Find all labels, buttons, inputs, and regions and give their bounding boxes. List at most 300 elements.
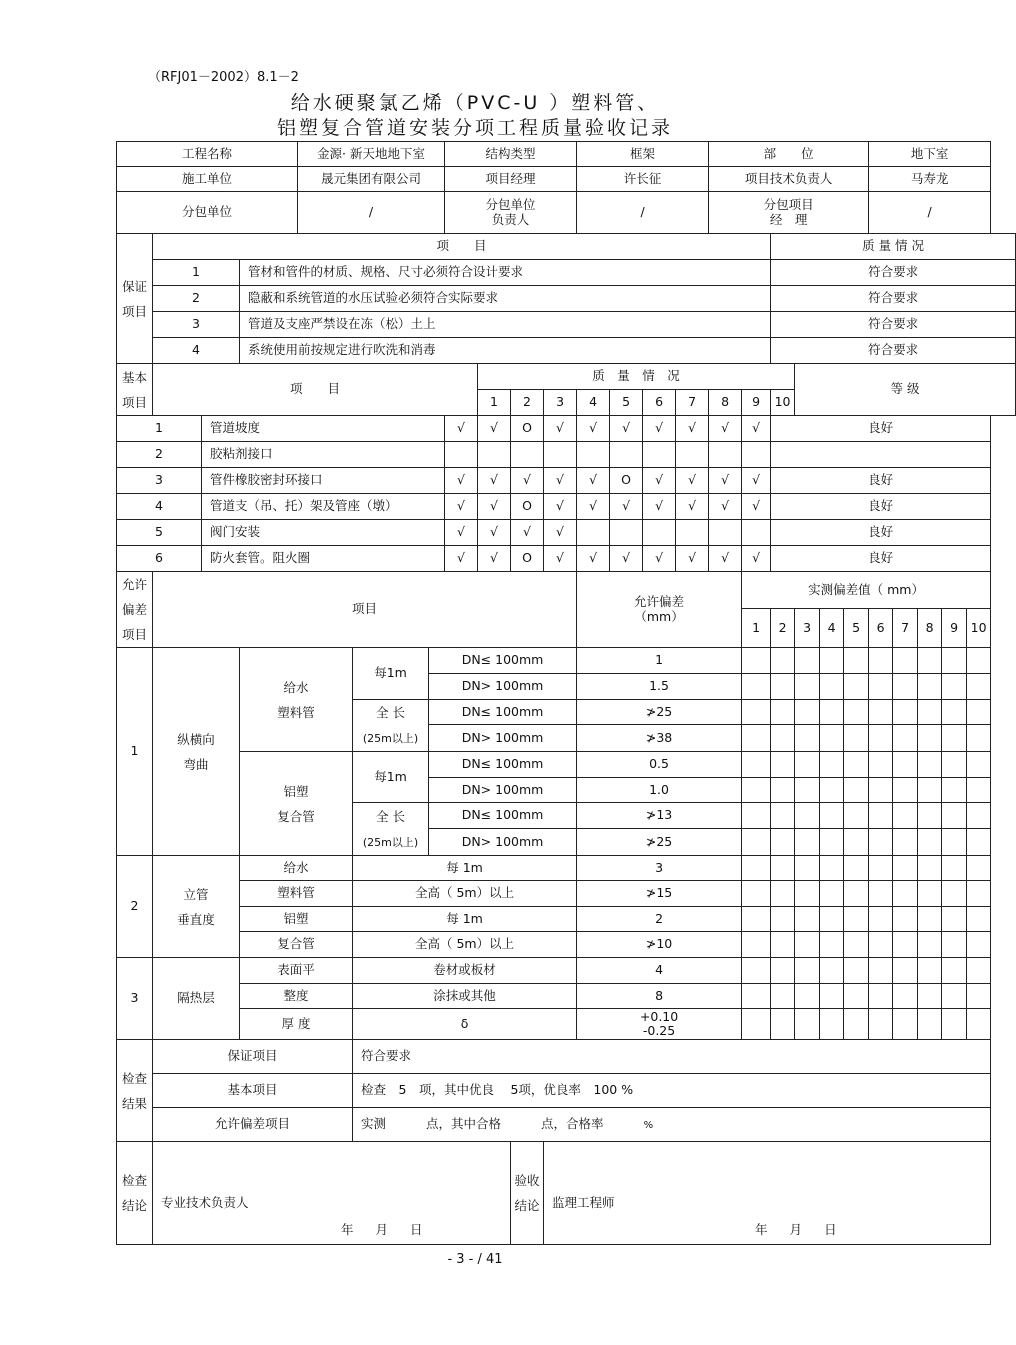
group-1-name: 纵横向弯曲 [153, 648, 240, 856]
measured-cell [795, 752, 820, 778]
measured-cell [820, 932, 844, 958]
result-basic-value: 检查 5 项，其中优良 5项，优良率 100 % [353, 1074, 991, 1108]
measured-cell [918, 829, 942, 856]
basic-mark: √ [577, 468, 610, 494]
group-3-spec: 卷材或板材 [353, 958, 577, 984]
result-basic-label: 基本项目 [153, 1074, 353, 1108]
basic-col-quality: 质 量 情 况 [478, 364, 795, 390]
measured-cell [771, 856, 795, 881]
measured-cell [820, 984, 844, 1009]
basic-row-item: 管道坡度 [202, 416, 445, 442]
dn-spec: DN> 100mm [429, 778, 577, 803]
measured-cell [795, 881, 820, 907]
measured-cell [967, 700, 991, 725]
group-2-spec: 全高（ 5m）以上 [353, 881, 577, 907]
measured-cell [893, 752, 918, 778]
measured-cell [967, 1009, 991, 1040]
measured-cell [918, 932, 942, 958]
group-2-name: 立管 垂直度 [153, 856, 240, 958]
allow-col-item: 项目 [153, 572, 577, 648]
measured-cell [942, 725, 967, 752]
basic-row-grade: 良好 [771, 520, 991, 546]
measured-cell [942, 1009, 967, 1040]
measured-cell [742, 752, 771, 778]
supervisor-signature-area: 监理工程师 年 月 日 [544, 1142, 991, 1245]
measured-cell [869, 932, 893, 958]
basic-mark: √ [478, 494, 511, 520]
measured-cell [918, 752, 942, 778]
dn-spec: DN≤ 100mm [429, 700, 577, 725]
measured-cell [918, 803, 942, 829]
measured-cell [771, 674, 795, 700]
allow-col-num: 2 [771, 609, 795, 648]
basic-row [117, 442, 1016, 468]
basic-mark: O [511, 494, 544, 520]
project-name-value: 金源· 新天地地下室 [298, 142, 445, 167]
result-row-3 [117, 1108, 1016, 1142]
tolerance-value: ≯15 [577, 881, 742, 907]
group-3-thickness: 厚 度 [240, 1009, 353, 1040]
dn-spec: DN≤ 100mm [429, 752, 577, 778]
measured-cell [869, 984, 893, 1009]
measured-cell [844, 674, 869, 700]
basic-mark: √ [610, 494, 643, 520]
basic-mark: √ [478, 468, 511, 494]
measured-cell [918, 907, 942, 932]
basic-col-num: 10 [771, 390, 795, 416]
basic-col-num: 8 [709, 390, 742, 416]
basic-mark [643, 442, 676, 468]
measured-cell [869, 648, 893, 674]
basic-col-grade: 等 级 [795, 364, 1016, 416]
measured-cell [893, 856, 918, 881]
structure-type-value: 框架 [577, 142, 709, 167]
measured-cell [771, 932, 795, 958]
page-number: - 3 - / 41 [447, 1252, 503, 1267]
allow-row [117, 1009, 1016, 1040]
basic-mark: √ [643, 494, 676, 520]
part-label: 部 位 [709, 142, 869, 167]
group-1-al-label: 铝塑 复合管 [240, 752, 353, 856]
group-2-no: 2 [117, 856, 153, 958]
basic-mark: √ [544, 494, 577, 520]
measured-cell [795, 1009, 820, 1040]
basic-mark: √ [742, 468, 771, 494]
basic-mark [610, 442, 643, 468]
measured-cell [893, 778, 918, 803]
basic-row-item: 管道支（吊、托）架及管座（墩） [202, 494, 445, 520]
basic-mark: √ [577, 416, 610, 442]
measured-cell [771, 778, 795, 803]
measured-cell [967, 803, 991, 829]
basic-mark: √ [610, 546, 643, 572]
tolerance-value: ≯25 [577, 700, 742, 725]
measured-cell [942, 881, 967, 907]
guarantee-col-item: 项 目 [153, 234, 771, 260]
measured-cell [795, 984, 820, 1009]
basic-row-no: 6 [117, 546, 202, 572]
allow-col-num: 9 [942, 609, 967, 648]
tolerance-value: ≯25 [577, 829, 742, 856]
measured-cell [844, 984, 869, 1009]
measured-cell [742, 648, 771, 674]
measured-cell [918, 856, 942, 881]
tech-lead-signature-area: 专业技术负责人 年 月 日 [153, 1142, 511, 1245]
basic-mark: √ [544, 416, 577, 442]
basic-mark: √ [478, 546, 511, 572]
measured-cell [742, 700, 771, 725]
tolerance-value: ≯38 [577, 725, 742, 752]
basic-mark: √ [445, 494, 478, 520]
measured-cell [893, 700, 918, 725]
measured-cell [844, 829, 869, 856]
basic-row-no: 4 [117, 494, 202, 520]
measured-cell [820, 907, 844, 932]
measured-cell [844, 648, 869, 674]
measured-cell [942, 648, 967, 674]
measured-cell [869, 725, 893, 752]
per-1m-label: 每1m [353, 648, 429, 700]
measured-cell [844, 1009, 869, 1040]
measured-cell [771, 907, 795, 932]
group-3-flatness: 整度 [240, 984, 353, 1009]
measured-cell [942, 778, 967, 803]
measured-cell [967, 778, 991, 803]
sub-pm-label: 分包项目 经 理 [709, 192, 869, 234]
measured-cell [742, 932, 771, 958]
measured-cell [918, 984, 942, 1009]
allow-col-num: 4 [820, 609, 844, 648]
basic-row-no: 1 [117, 416, 202, 442]
measured-cell [820, 881, 844, 907]
measured-cell [942, 752, 967, 778]
result-row-1 [117, 1040, 1016, 1074]
measured-cell [967, 932, 991, 958]
basic-section-label: 基本项目 [117, 364, 153, 416]
measured-cell [742, 984, 771, 1009]
allow-header-row-1 [117, 572, 1016, 609]
measured-cell [771, 829, 795, 856]
conclusion-row [117, 1142, 1016, 1245]
measured-cell [942, 856, 967, 881]
basic-mark [742, 520, 771, 546]
basic-mark: √ [676, 494, 709, 520]
basic-mark: √ [445, 546, 478, 572]
structure-type-label: 结构类型 [445, 142, 577, 167]
allow-row [117, 907, 1016, 932]
result-guarantee-value: 符合要求 [353, 1040, 991, 1074]
allow-col-num: 8 [918, 609, 942, 648]
measured-cell [820, 752, 844, 778]
measured-cell [967, 725, 991, 752]
group-3-no: 3 [117, 958, 153, 1040]
basic-mark: √ [709, 468, 742, 494]
measured-cell [918, 958, 942, 984]
title-line-2: 铝塑复合管道安装分项工程质量验收记录 [276, 117, 673, 139]
contractor-value: 晟元集团有限公司 [298, 167, 445, 192]
result-row-2 [117, 1074, 1016, 1108]
basic-mark: √ [577, 546, 610, 572]
measured-cell [844, 958, 869, 984]
measured-cell [918, 881, 942, 907]
basic-mark: √ [709, 416, 742, 442]
basic-row-no: 3 [117, 468, 202, 494]
basic-col-num: 9 [742, 390, 771, 416]
allow-col-num: 5 [844, 609, 869, 648]
basic-mark: √ [478, 416, 511, 442]
measured-cell [820, 856, 844, 881]
measured-cell [918, 1009, 942, 1040]
tolerance-value: 1 [577, 648, 742, 674]
dn-spec: DN≤ 100mm [429, 648, 577, 674]
measured-cell [869, 700, 893, 725]
measured-cell [893, 932, 918, 958]
basic-mark: √ [709, 546, 742, 572]
measured-cell [942, 958, 967, 984]
group-3-delta: δ [353, 1009, 577, 1040]
accept-conclusion-label: 验收结论 [511, 1142, 544, 1245]
measured-cell [893, 907, 918, 932]
measured-cell [918, 700, 942, 725]
basic-mark: √ [445, 468, 478, 494]
measured-cell [967, 881, 991, 907]
per-1m-label: 每1m [353, 752, 429, 803]
measured-cell [771, 803, 795, 829]
measured-cell [820, 778, 844, 803]
pm-label: 项目经理 [445, 167, 577, 192]
guarantee-col-quality: 质 量 情 况 [771, 234, 1016, 260]
measured-cell [869, 907, 893, 932]
measured-cell [742, 725, 771, 752]
measured-cell [918, 778, 942, 803]
measured-cell [742, 778, 771, 803]
group-2-material: 复合管 [240, 932, 353, 958]
basic-row [117, 520, 1016, 546]
basic-rows [117, 416, 1016, 572]
measured-cell [869, 674, 893, 700]
guarantee-row: 3 管道及支座严禁设在冻（松）土上 符合要求 [117, 312, 1016, 338]
measured-cell [795, 803, 820, 829]
measured-cell [820, 803, 844, 829]
contractor-label: 施工单位 [117, 167, 298, 192]
basic-mark [643, 520, 676, 546]
basic-mark [610, 520, 643, 546]
group-2-spec: 每 1m [353, 856, 577, 881]
basic-mark: √ [511, 520, 544, 546]
tolerance-value: ≯10 [577, 932, 742, 958]
measured-cell [844, 907, 869, 932]
group-3-spec: 涂抹或其他 [353, 984, 577, 1009]
measured-cell [942, 907, 967, 932]
basic-mark [709, 520, 742, 546]
basic-mark: √ [544, 468, 577, 494]
measured-cell [869, 778, 893, 803]
measured-cell [742, 907, 771, 932]
measured-cell [893, 648, 918, 674]
measured-cell [967, 674, 991, 700]
group-2-spec: 每 1m [353, 907, 577, 932]
guarantee-row: 2 隐蔽和系统管道的水压试验必须符合实际要求 符合要求 [117, 286, 1016, 312]
allow-row [117, 856, 1016, 881]
sub-pm-value: / [869, 192, 991, 234]
measured-cell [942, 674, 967, 700]
measured-cell [742, 1009, 771, 1040]
group-2-spec: 全高（ 5m）以上 [353, 932, 577, 958]
group-2-material: 塑料管 [240, 881, 353, 907]
basic-mark [544, 442, 577, 468]
measured-cell [942, 984, 967, 1009]
sub-head-value: / [577, 192, 709, 234]
basic-col-item: 项 目 [153, 364, 478, 416]
group-2-material: 给水 [240, 856, 353, 881]
measured-cell [893, 725, 918, 752]
result-guarantee-label: 保证项目 [153, 1040, 353, 1074]
guarantee-row: 4 系统使用前按规定进行吹洗和消毒 符合要求 [117, 338, 1016, 364]
measured-cell [844, 778, 869, 803]
measured-cell [742, 829, 771, 856]
allow-section-label: 允许偏差项目 [117, 572, 153, 648]
tolerance-value: 2 [577, 907, 742, 932]
title-line-1: 给水硬聚氯乙烯（PVC-U ）塑料管、 [290, 92, 660, 114]
measured-cell [820, 648, 844, 674]
sub-value: / [298, 192, 445, 234]
measured-cell [742, 674, 771, 700]
basic-mark: √ [544, 546, 577, 572]
basic-mark [709, 442, 742, 468]
basic-row-grade [771, 442, 991, 468]
tolerance-value: ≯13 [577, 803, 742, 829]
basic-col-num: 6 [643, 390, 676, 416]
basic-mark [511, 442, 544, 468]
measured-cell [942, 700, 967, 725]
measured-cell [795, 907, 820, 932]
measured-cell [795, 829, 820, 856]
measured-cell [771, 984, 795, 1009]
measured-cell [795, 932, 820, 958]
basic-mark: √ [511, 468, 544, 494]
measured-cell [844, 752, 869, 778]
full-length-label: 全 长 (25m以上) [353, 700, 429, 752]
measured-cell [893, 829, 918, 856]
basic-row-no: 5 [117, 520, 202, 546]
header-row-3 [117, 192, 1016, 234]
measured-cell [967, 984, 991, 1009]
result-allow-label: 允许偏差项目 [153, 1108, 353, 1142]
allow-col-num: 6 [869, 609, 893, 648]
allow-rows [117, 648, 1016, 1040]
basic-col-num: 2 [511, 390, 544, 416]
measured-cell [820, 829, 844, 856]
allow-row [117, 648, 1016, 674]
basic-row-item: 防火套管。阻火圈 [202, 546, 445, 572]
basic-mark: √ [643, 468, 676, 494]
measured-cell [844, 803, 869, 829]
measured-cell [893, 1009, 918, 1040]
basic-mark [445, 442, 478, 468]
group-3-name: 隔热层 [153, 958, 240, 1040]
basic-mark: O [511, 416, 544, 442]
basic-row-item: 阀门安装 [202, 520, 445, 546]
basic-mark: √ [445, 416, 478, 442]
allow-row [117, 881, 1016, 907]
measured-cell [869, 1009, 893, 1040]
basic-mark: √ [742, 494, 771, 520]
check-conclusion-label: 检查结论 [117, 1142, 153, 1245]
measured-cell [820, 1009, 844, 1040]
basic-mark: √ [676, 468, 709, 494]
measured-cell [795, 700, 820, 725]
measured-cell [771, 958, 795, 984]
measured-cell [742, 856, 771, 881]
measured-cell [820, 700, 844, 725]
allow-col-num: 1 [742, 609, 771, 648]
pm-value: 许长征 [577, 167, 709, 192]
measured-cell [795, 725, 820, 752]
dn-spec: DN> 100mm [429, 725, 577, 752]
measured-cell [893, 803, 918, 829]
quality-record-table [116, 141, 1016, 1245]
basic-col-num: 3 [544, 390, 577, 416]
measured-cell [742, 958, 771, 984]
basic-mark: √ [445, 520, 478, 546]
measured-cell [893, 674, 918, 700]
basic-mark: √ [742, 416, 771, 442]
guarantee-header-row [117, 234, 1016, 260]
basic-mark [478, 442, 511, 468]
basic-row-grade: 良好 [771, 546, 991, 572]
measured-cell [869, 958, 893, 984]
measured-cell [942, 932, 967, 958]
measured-cell [820, 958, 844, 984]
guarantee-section-label: 保证项目 [117, 234, 153, 364]
measured-cell [918, 648, 942, 674]
measured-cell [869, 829, 893, 856]
tech-lead-label: 项目技术负责人 [709, 167, 869, 192]
measured-cell [942, 803, 967, 829]
measured-cell [742, 803, 771, 829]
measured-cell [820, 674, 844, 700]
basic-row [117, 494, 1016, 520]
header-row-2 [117, 167, 1016, 192]
dn-spec: DN> 100mm [429, 674, 577, 700]
measured-cell [942, 829, 967, 856]
basic-mark: √ [478, 520, 511, 546]
group-1-no: 1 [117, 648, 153, 856]
basic-mark: √ [676, 546, 709, 572]
basic-mark: √ [643, 546, 676, 572]
basic-col-num: 1 [478, 390, 511, 416]
measured-cell [771, 881, 795, 907]
measured-cell [893, 881, 918, 907]
measured-cell [869, 881, 893, 907]
basic-row [117, 546, 1016, 572]
measured-cell [820, 725, 844, 752]
basic-mark: √ [544, 520, 577, 546]
document-code: （RFJ01－2002）8.1－2 [148, 70, 299, 85]
measured-cell [771, 725, 795, 752]
measured-cell [771, 1009, 795, 1040]
basic-row-no: 2 [117, 442, 202, 468]
measured-cell [967, 648, 991, 674]
measured-cell [795, 648, 820, 674]
measured-cell [967, 856, 991, 881]
sub-head-label: 分包单位 负责人 [445, 192, 577, 234]
tolerance-value: 8 [577, 984, 742, 1009]
basic-mark [742, 442, 771, 468]
tolerance-value: 1.0 [577, 778, 742, 803]
measured-cell [844, 856, 869, 881]
basic-mark [577, 442, 610, 468]
